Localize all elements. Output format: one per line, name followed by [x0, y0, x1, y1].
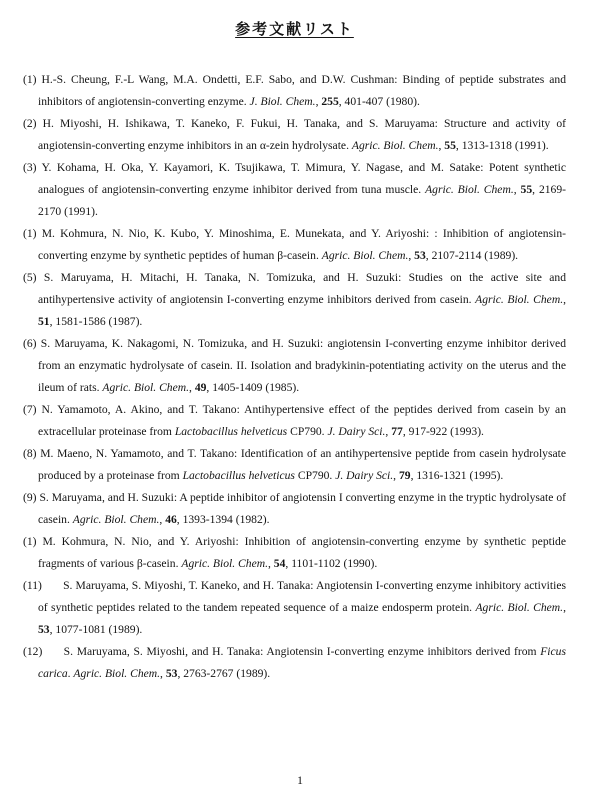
reference-text-segment: , 1581-1586 (1987).: [49, 315, 143, 328]
reference-number: (2): [23, 117, 37, 130]
reference-text-segment: Agric. Biol. Chem.: [321, 249, 409, 262]
reference-text-segment: ,: [189, 381, 195, 394]
reference-number: (1): [23, 73, 37, 86]
reference-text-segment: Lactobacillus helveticus: [182, 469, 295, 482]
reference-item: [23, 113, 566, 157]
reference-text-segment: 51: [38, 315, 50, 328]
reference-text-segment: H.-S. Cheung, F.-L Wang, M.A. Ondetti, E.F. Sabo, and D.W. Cushman: Binding of peptide substrates and inhibitors of angiotensin-converting enzyme.: [38, 73, 567, 108]
reference-text-segment: ,: [563, 293, 567, 306]
reference-item: [23, 443, 566, 487]
reference-text-segment: S. Maruyama, S. Miyoshi, T. Kaneko, and H. Tanaka: Angiotensin I-converting enzyme inhibitory activities of synthetic peptides related to the tandem repeated sequence of a maize endosperm protein.: [38, 579, 566, 614]
reference-text-segment: 49: [194, 381, 207, 394]
reference-text-segment: Agric. Biol. Chem.: [73, 667, 161, 680]
reference-text-segment: 53: [165, 667, 178, 680]
reference-text-segment: 55: [444, 139, 456, 152]
reference-text-segment: ,: [438, 139, 445, 152]
reference-text-segment: 79: [398, 469, 411, 482]
reference-item: [23, 333, 566, 399]
reference-text-segment: Agric. Biol. Chem.: [72, 513, 160, 526]
reference-text-segment: Agric. Biol. Chem.: [181, 557, 268, 570]
reference-text-segment: M. Kohmura, N. Nio, K. Kubo, Y. Minoshima, E. Munekata, and Y. Ariyoshi: : Inhibition of angiotensin-converting enzyme by synthetic peptides of human β-casein.: [38, 227, 566, 262]
reference-item: [23, 531, 566, 575]
reference-text-segment: 55: [520, 183, 533, 196]
reference-list: [23, 69, 566, 685]
reference-text-segment: , 1101-1102 (1990).: [285, 557, 378, 570]
reference-text-segment: , 1316-1321 (1995).: [410, 469, 504, 482]
page-number: 1: [297, 773, 303, 787]
reference-number: (9): [23, 491, 37, 504]
reference-text-segment: J. Biol. Chem.: [249, 95, 316, 108]
reference-text-segment: J. Dairy Sci.: [335, 469, 394, 482]
reference-text-segment: , 2169-2170 (1991).: [38, 183, 566, 218]
page-title: 参考文献リスト: [235, 22, 354, 38]
reference-text-segment: , 1393-1394 (1982).: [176, 513, 270, 526]
reference-number: (12): [23, 645, 43, 658]
reference-text-segment: Agric. Biol. Chem.: [425, 183, 514, 196]
reference-number: (5): [23, 271, 37, 284]
reference-text-segment: S. Maruyama, H. Mitachi, H. Tanaka, N. Tomizuka, and H. Suzuki: Studies on the active site and antihypertensive activity of angiotensin I-converting enzyme inhibitors derived from casein.: [38, 271, 566, 306]
reference-item: [23, 399, 566, 443]
reference-item: [23, 157, 566, 223]
reference-number: (6): [23, 337, 37, 350]
reference-text-segment: S. Maruyama, and H. Suzuki: A peptide inhibitor of angiotensin I converting enzyme in the tryptic hydrolysate of casein.: [38, 491, 566, 526]
reference-number: (11): [23, 579, 42, 592]
reference-text-segment: Lactobacillus helveticus: [174, 425, 288, 438]
reference-text-segment: Agric. Biol. Chem.: [351, 139, 439, 152]
reference-text-segment: , 1077-1081 (1989).: [49, 623, 143, 636]
reference-item: [23, 641, 566, 685]
reference-text-segment: CP790.: [294, 469, 336, 482]
reference-item: [23, 575, 566, 641]
reference-text-segment: ,: [268, 557, 274, 570]
reference-text-segment: , 1405-1409 (1985).: [206, 381, 300, 394]
reference-text-segment: ,: [315, 95, 322, 108]
reference-text-segment: 54: [273, 557, 286, 570]
reference-text-segment: M. Maeno, N. Yamamoto, and T. Takano: Identification of an antihypertensive peptide from casein hydrolysate produced by a proteinase from: [38, 447, 566, 482]
reference-item: [23, 69, 566, 113]
reference-text-segment: , 2763-2767 (1989).: [177, 667, 271, 680]
reference-text-segment: S. Maruyama, K. Nakagomi, N. Tomizuka, and H. Suzuki: angiotensin I-converting enzyme inhibitor derived from an enzymatic hydrolysate of casein. II. Isolation and bradykinin-potentiating activity on the uterus and the ileum of rats.: [38, 337, 566, 394]
reference-text-segment: ,: [563, 601, 566, 614]
reference-item: [23, 267, 566, 333]
reference-text-segment: Agric. Biol. Chem.: [475, 601, 564, 614]
reference-text-segment: .: [67, 667, 74, 680]
reference-text-segment: ,: [160, 667, 166, 680]
reference-text-segment: CP790.: [287, 425, 328, 438]
reference-text-segment: J. Dairy Sci.: [327, 425, 386, 438]
reference-text-segment: ,: [159, 513, 166, 526]
reference-number: (1): [23, 227, 37, 240]
reference-text-segment: , 401-407 (1980).: [338, 95, 420, 108]
reference-text-segment: , 2107-2114 (1989).: [425, 249, 519, 262]
reference-text-segment: Agric. Biol. Chem.: [102, 381, 190, 394]
reference-text-segment: S. Maruyama, S. Miyoshi, and H. Tanaka: Angiotensin I-converting enzyme inhibitors derived from: [63, 645, 541, 658]
reference-text-segment: , 917-922 (1993).: [402, 425, 484, 438]
reference-text-segment: 77: [391, 425, 403, 438]
reference-text-segment: ,: [385, 425, 392, 438]
reference-text-segment: ,: [408, 249, 415, 262]
reference-text-segment: Y. Kohama, H. Oka, Y. Kayamori, K. Tsujikawa, T. Mimura, Y. Nagase, and M. Satake: Potent synthetic analogues of angiotensin-converting enzyme inhibitor derived from tuna muscle.: [38, 161, 567, 196]
reference-text-segment: M. Kohmura, N. Nio, and Y. Ariyoshi: Inhibition of angiotensin-converting enzyme by synthetic peptide fragments of various β-casein.: [38, 535, 566, 570]
reference-item: [23, 223, 566, 267]
reference-text-segment: 53: [414, 249, 426, 262]
reference-text-segment: Ficus carica: [38, 645, 566, 680]
reference-text-segment: 46: [165, 513, 177, 526]
reference-number: (7): [23, 403, 37, 416]
reference-text-segment: ,: [513, 183, 521, 196]
reference-number: (1): [23, 535, 37, 548]
reference-text-segment: 53: [38, 623, 50, 636]
reference-text-segment: N. Yamamoto, A. Akino, and T. Takano: Antihypertensive effect of the peptides derived from casein by an extracellular proteinase from: [38, 403, 566, 438]
reference-text-segment: 255: [321, 95, 339, 108]
reference-number: (8): [23, 447, 37, 460]
reference-number: (3): [23, 161, 37, 174]
reference-text-segment: H. Miyoshi, H. Ishikawa, T. Kaneko, F. Fukui, H. Tanaka, and S. Maruyama: Structure and activity of angiotensin-converting enzyme inhibitors in an α-zein hydrolysate.: [38, 117, 566, 152]
reference-text-segment: Agric. Biol. Chem.: [475, 293, 564, 306]
reference-text-segment: , 1313-1318 (1991).: [455, 139, 549, 152]
reference-item: [23, 487, 566, 531]
reference-text-segment: ,: [393, 469, 399, 482]
title-row: [23, 18, 566, 39]
